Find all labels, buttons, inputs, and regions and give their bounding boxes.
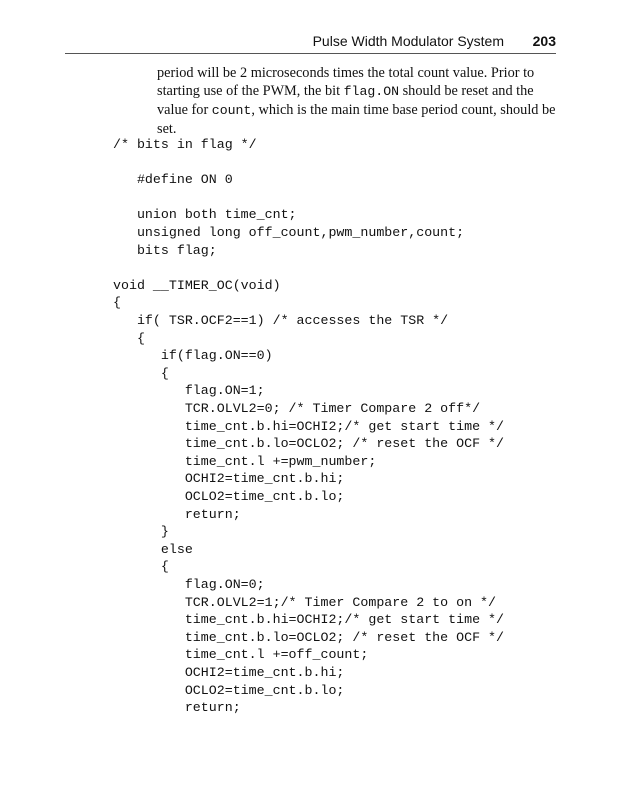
code-line: {: [113, 330, 145, 346]
code-line: unsigned long off_count,pwm_number,count;: [113, 225, 465, 240]
code-line: time_cnt.l +=pwm_number;: [113, 453, 377, 469]
code-line: }: [113, 524, 169, 540]
code-line: TCR.OLVL2=0; /* Timer Compare 2 off*/: [113, 401, 481, 416]
code-line: time_cnt.b.lo=OCLO2; /* reset the OCF */: [113, 629, 504, 645]
code-line: time_cnt.b.hi=OCHI2;/* get start time */: [113, 612, 504, 628]
body-paragraph: [157, 64, 559, 138]
code-line: union both time_cnt;: [113, 207, 297, 223]
code-line: bits flag;: [113, 242, 217, 258]
code-line: OCLO2=time_cnt.b.lo;: [113, 682, 345, 698]
page-header: [65, 33, 556, 54]
code-line: time_cnt.b.lo=OCLO2; /* reset the OCF */: [113, 436, 504, 452]
code-line: {: [113, 365, 169, 381]
code-line: else: [113, 541, 193, 557]
code-line: void __TIMER_OC(void): [113, 277, 281, 293]
code-line: OCLO2=time_cnt.b.lo;: [113, 489, 345, 504]
paragraph-text-2: should be reset and the value for: [157, 83, 534, 118]
code-line: return;: [113, 700, 241, 716]
code-line: /* bits in flag */: [113, 137, 257, 152]
inline-code-count: count: [211, 103, 252, 118]
code-line: TCR.OLVL2=1;/* Timer Compare 2 to on */: [113, 594, 497, 610]
code-line: time_cnt.b.hi=OCHI2;/* get start time */: [113, 418, 504, 434]
code-line: OCHI2=time_cnt.b.hi;: [113, 471, 345, 487]
inline-code-flag-on: flag.ON: [343, 84, 400, 99]
paragraph-text-1: period will be 2 microseconds times the total count value. Prior to starting use of the PWM, the bit: [157, 65, 535, 99]
code-line: flag.ON=1;: [113, 383, 265, 399]
running-title: Pulse Width Modulator System: [312, 33, 504, 49]
code-line: flag.ON=0;: [113, 577, 265, 592]
code-line: if(flag.ON==0): [113, 348, 273, 364]
code-line: time_cnt.l +=off_count;: [113, 647, 369, 663]
code-line: #define ON 0: [113, 172, 233, 188]
code-line: {: [113, 559, 169, 575]
page-number: 203: [532, 33, 556, 49]
code-line: return;: [113, 506, 241, 522]
code-line: if( TSR.OCF2==1) /* accesses the TSR */: [113, 313, 449, 328]
paragraph-text-3: , which is the main time base period count, should be set.: [157, 102, 556, 137]
code-line: OCHI2=time_cnt.b.hi;: [113, 665, 345, 680]
code-line: {: [113, 295, 121, 311]
